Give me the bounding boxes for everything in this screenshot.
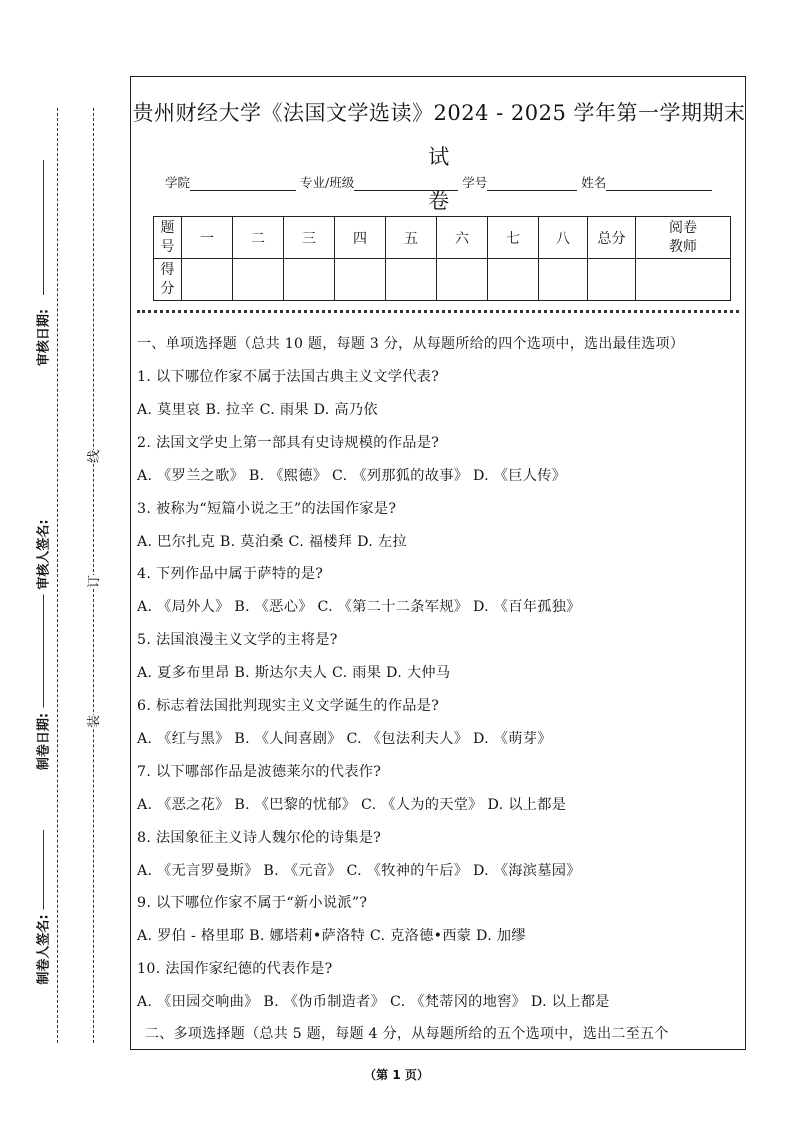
question-7-options: A. 《恶之花》 B. 《巴黎的忧郁》 C. 《人为的天堂》 D. 以上都是: [137, 796, 567, 813]
question-2: 2. 法国文学史上第一部具有史诗规模的作品是?: [137, 434, 440, 451]
question-1: 1. 以下哪位作家不属于法国古典主义文学代表?: [137, 369, 440, 385]
col-2: 二: [233, 217, 284, 259]
col-total: 总分: [588, 217, 636, 259]
col-5: 五: [386, 217, 437, 259]
binding-dashed-line-outer: [57, 108, 58, 1043]
binding-char-zhuang: 装: [83, 715, 102, 728]
question-10-options: A. 《田园交响曲》 B. 《伪币制造者》 C. 《梵蒂冈的地窖》 D. 以上都是: [137, 994, 610, 1011]
name-label: 姓名: [581, 175, 607, 190]
score-label: 得 分: [154, 259, 182, 301]
maker-sign-underline: [43, 830, 44, 910]
score-cell-8[interactable]: [539, 259, 588, 301]
student-id-field[interactable]: [487, 176, 577, 191]
question-4: 4. 下列作品中属于萨特的是?: [137, 566, 324, 583]
col-6: 六: [437, 217, 488, 259]
title-line-1: 贵州财经大学《法国文学选读》2024 - 2025 学年第一学期期末试: [132, 101, 746, 169]
question-2-options: A. 《罗兰之歌》 B. 《熙德》 C. 《列那狐的故事》 D. 《巨人传》: [137, 467, 567, 484]
col-3: 三: [284, 217, 335, 259]
page-number: （第 1 页）: [364, 1068, 429, 1082]
title-line-2: 卷: [428, 189, 450, 213]
review-date-underline: [43, 160, 44, 295]
question-9-options: A. 罗伯 - 格里耶 B. 娜塔莉•萨洛特 C. 克洛德•西蒙 D. 加缪: [137, 928, 526, 945]
score-cell-1[interactable]: [182, 259, 233, 301]
col-8: 八: [539, 217, 588, 259]
question-3: 3. 被称为“短篇小说之王”的法国作家是?: [137, 500, 397, 517]
question-6: 6. 标志着法国批判现实主义文学诞生的作品是?: [137, 698, 440, 714]
score-cell-2[interactable]: [233, 259, 284, 301]
exam-frame: [130, 76, 746, 1050]
question-5-options: A. 夏多布里昂 B. 斯达尔夫人 C. 雨果 D. 大仲马: [137, 665, 451, 682]
score-cell-reviewer[interactable]: [636, 259, 731, 301]
col-1: 一: [182, 217, 233, 259]
binding-char-line: 线: [83, 450, 102, 463]
score-table: [153, 216, 731, 301]
question-5: 5. 法国浪漫主义文学的主将是?: [137, 632, 338, 649]
question-6-options: A. 《红与黑》 B. 《人间喜剧》 C. 《包法利夫人》 D. 《萌芽》: [137, 730, 552, 747]
student-id-label: 学号: [462, 175, 488, 190]
score-table-header-row: [154, 217, 731, 259]
make-date-label: 制卷日期:: [33, 708, 52, 776]
score-cell-total[interactable]: [588, 259, 636, 301]
question-number-label: 题 号: [154, 217, 182, 259]
score-cell-4[interactable]: [335, 259, 386, 301]
score-cell-3[interactable]: [284, 259, 335, 301]
question-9: 9. 以下哪位作家不属于“新小说派”?: [137, 895, 368, 912]
major-class-field[interactable]: [354, 176, 458, 191]
col-7: 七: [488, 217, 539, 259]
question-3-options: A. 巴尔扎克 B. 莫泊桑 C. 福楼拜 D. 左拉: [137, 533, 407, 550]
col-4: 四: [335, 217, 386, 259]
question-8-options: A. 《无言罗曼斯》 B. 《元音》 C. 《牧神的午后》 D. 《海滨墓园》: [137, 862, 581, 879]
name-field[interactable]: [606, 176, 712, 191]
exam-title: [131, 91, 747, 223]
major-class-label: 专业/班级: [300, 175, 355, 190]
question-4-options: A. 《局外人》 B. 《恶心》 C. 《第二十二条军规》 D. 《百年孤独》: [137, 599, 581, 616]
maker-sign-label: 制卷人签名:: [33, 910, 52, 990]
question-8: 8. 法国象征主义诗人魏尔伦的诗集是?: [137, 829, 382, 846]
binding-char-ding: 订: [83, 575, 102, 588]
section2-heading: 二、多项选择题（总共 5 题，每题 4 分，从每题所给的五个选项中，选出二至五个: [145, 1026, 669, 1042]
question-10: 10. 法国作家纪德的代表作是?: [137, 961, 333, 978]
section1-heading: 一、单项选择题（总共 10 题，每题 3 分，从每题所给的四个选项中，选出最佳选项）: [137, 336, 685, 352]
review-date-label: 审核日期:: [33, 304, 52, 372]
score-table-score-row: [154, 259, 731, 301]
score-cell-5[interactable]: [386, 259, 437, 301]
student-info-row: [165, 173, 716, 191]
reviewer-teacher-label: 阅卷 教师: [636, 217, 731, 259]
question-7: 7. 以下哪部作品是波德莱尔的代表作?: [137, 763, 382, 780]
score-cell-6[interactable]: [437, 259, 488, 301]
dotted-separator: [137, 310, 739, 313]
college-field[interactable]: [190, 176, 296, 191]
reviewer-sign-label: 审核人签名:: [33, 515, 52, 595]
college-label: 学院: [165, 175, 191, 190]
make-date-underline: [43, 590, 44, 710]
score-cell-7[interactable]: [488, 259, 539, 301]
question-1-options: A. 莫里哀 B. 拉辛 C. 雨果 D. 高乃依: [137, 401, 378, 418]
